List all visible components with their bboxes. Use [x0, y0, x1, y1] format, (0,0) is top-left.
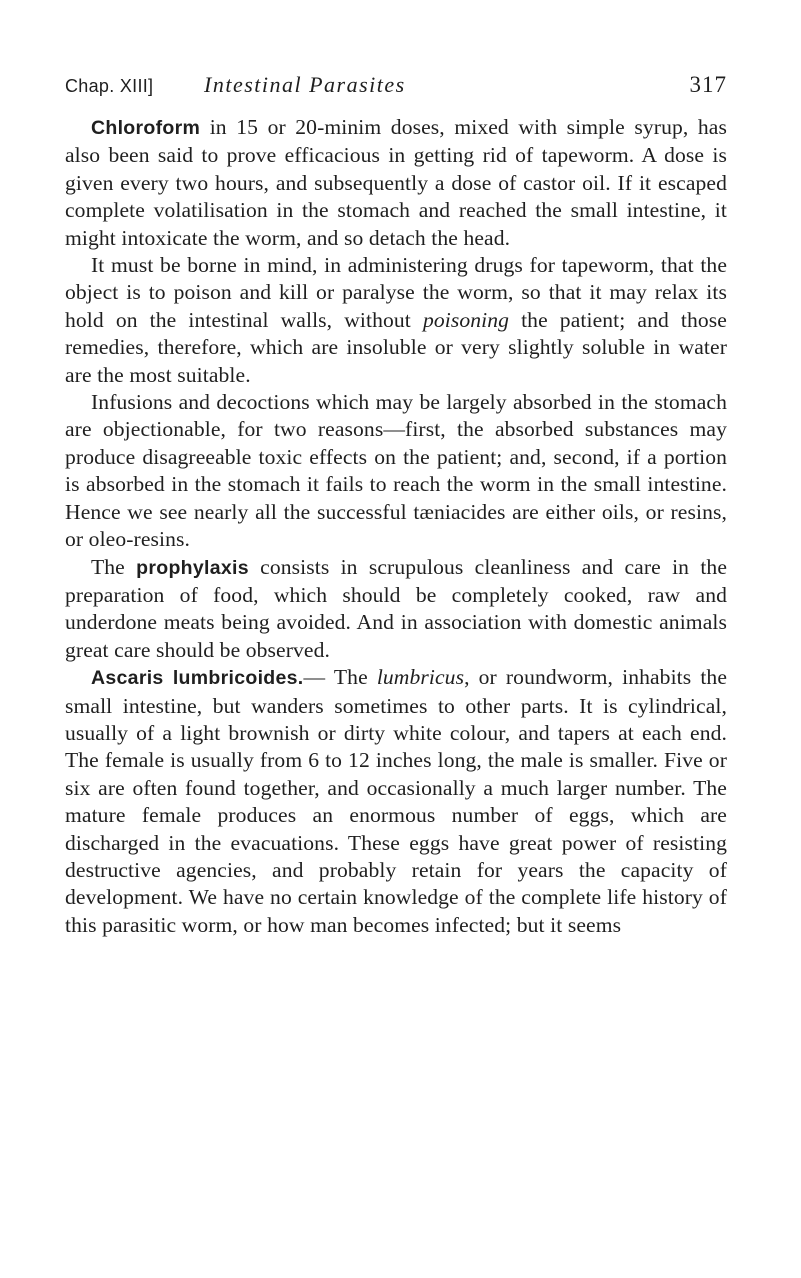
page-body: [65, 114, 727, 939]
page-header: [65, 72, 727, 104]
emphasis-poisoning: poisoning: [422, 307, 510, 332]
paragraph-text: the patient; and those remedies, therefore, which are insoluble or very slightly soluble in water are the most suitable.: [65, 307, 727, 387]
book-page: [65, 72, 727, 939]
page-number: 317: [689, 72, 727, 97]
paragraph-drugs: [65, 252, 727, 389]
running-title: Intestinal Parasites: [204, 72, 406, 97]
term-chloroform: Chloroform: [91, 117, 201, 139]
paragraph-text: in 15 or 20-minim doses, mixed with simple syrup, has also been said to prove efficacious in getting rid of tapeworm. A dose is given every two hours, and subsequently a dose of castor oil. If it escaped complete volatilisation in the stomach and reached the small intestine, it might intoxicate the worm, and so detach the head.: [65, 115, 727, 250]
paragraph-text: The: [91, 554, 137, 579]
emphasis-lumbricus: lumbricus: [376, 665, 465, 690]
paragraph-chloroform: [65, 114, 727, 252]
paragraph-text: Infusions and decoctions which may be largely absorbed in the stomach are objectionable, for two reasons—first, the absorbed substances may produce disagreeable toxic effects on the patient; and, second, if a portion is absorbed in the stomach it fails to reach the worm in the small intestine. Hence we see nearly all the successful tæniacides are either oils, or resins, or oleo-resins.: [65, 390, 727, 552]
term-ascaris: Ascaris lumbricoides.: [91, 667, 304, 690]
term-prophylaxis: prophylaxis: [136, 556, 249, 579]
chapter-label: Chap. XIII]: [65, 76, 154, 96]
paragraph-text: It must be borne in mind, in administering drugs for tapeworm, that the object is to poison and kill or paralyse the worm, so that it may relax its hold on the intestinal walls, without: [65, 253, 727, 332]
paragraph-text: — The: [303, 665, 377, 690]
paragraph-prophylaxis: [65, 554, 727, 665]
paragraph-infusions: [65, 389, 727, 553]
paragraph-text: consists in scrupulous cleanliness and care in the preparation of food, which should be completely cooked, raw and underdone meats being avoided. And in association with domestic animals great care should be observed.: [65, 554, 728, 662]
paragraph-ascaris: [65, 664, 727, 939]
paragraph-text: , or roundworm, inhabits the small intestine, but wanders sometimes to other parts. It is cylindrical, usually of a light brownish or dirty white colour, and tapers at each end. The female is usually from 6 to 12 inches long, the male is smaller. Five or six are often found together, and occasionally a much larger number. The mature female produces an enormous number of eggs, which are discharged in the evacuations. These eggs have great power of resisting destructive agencies, and probably retain for years the capacity of development. We have no certain knowledge of the complete life history of this parasitic worm, or how man becomes infected; but it seems: [65, 665, 728, 937]
